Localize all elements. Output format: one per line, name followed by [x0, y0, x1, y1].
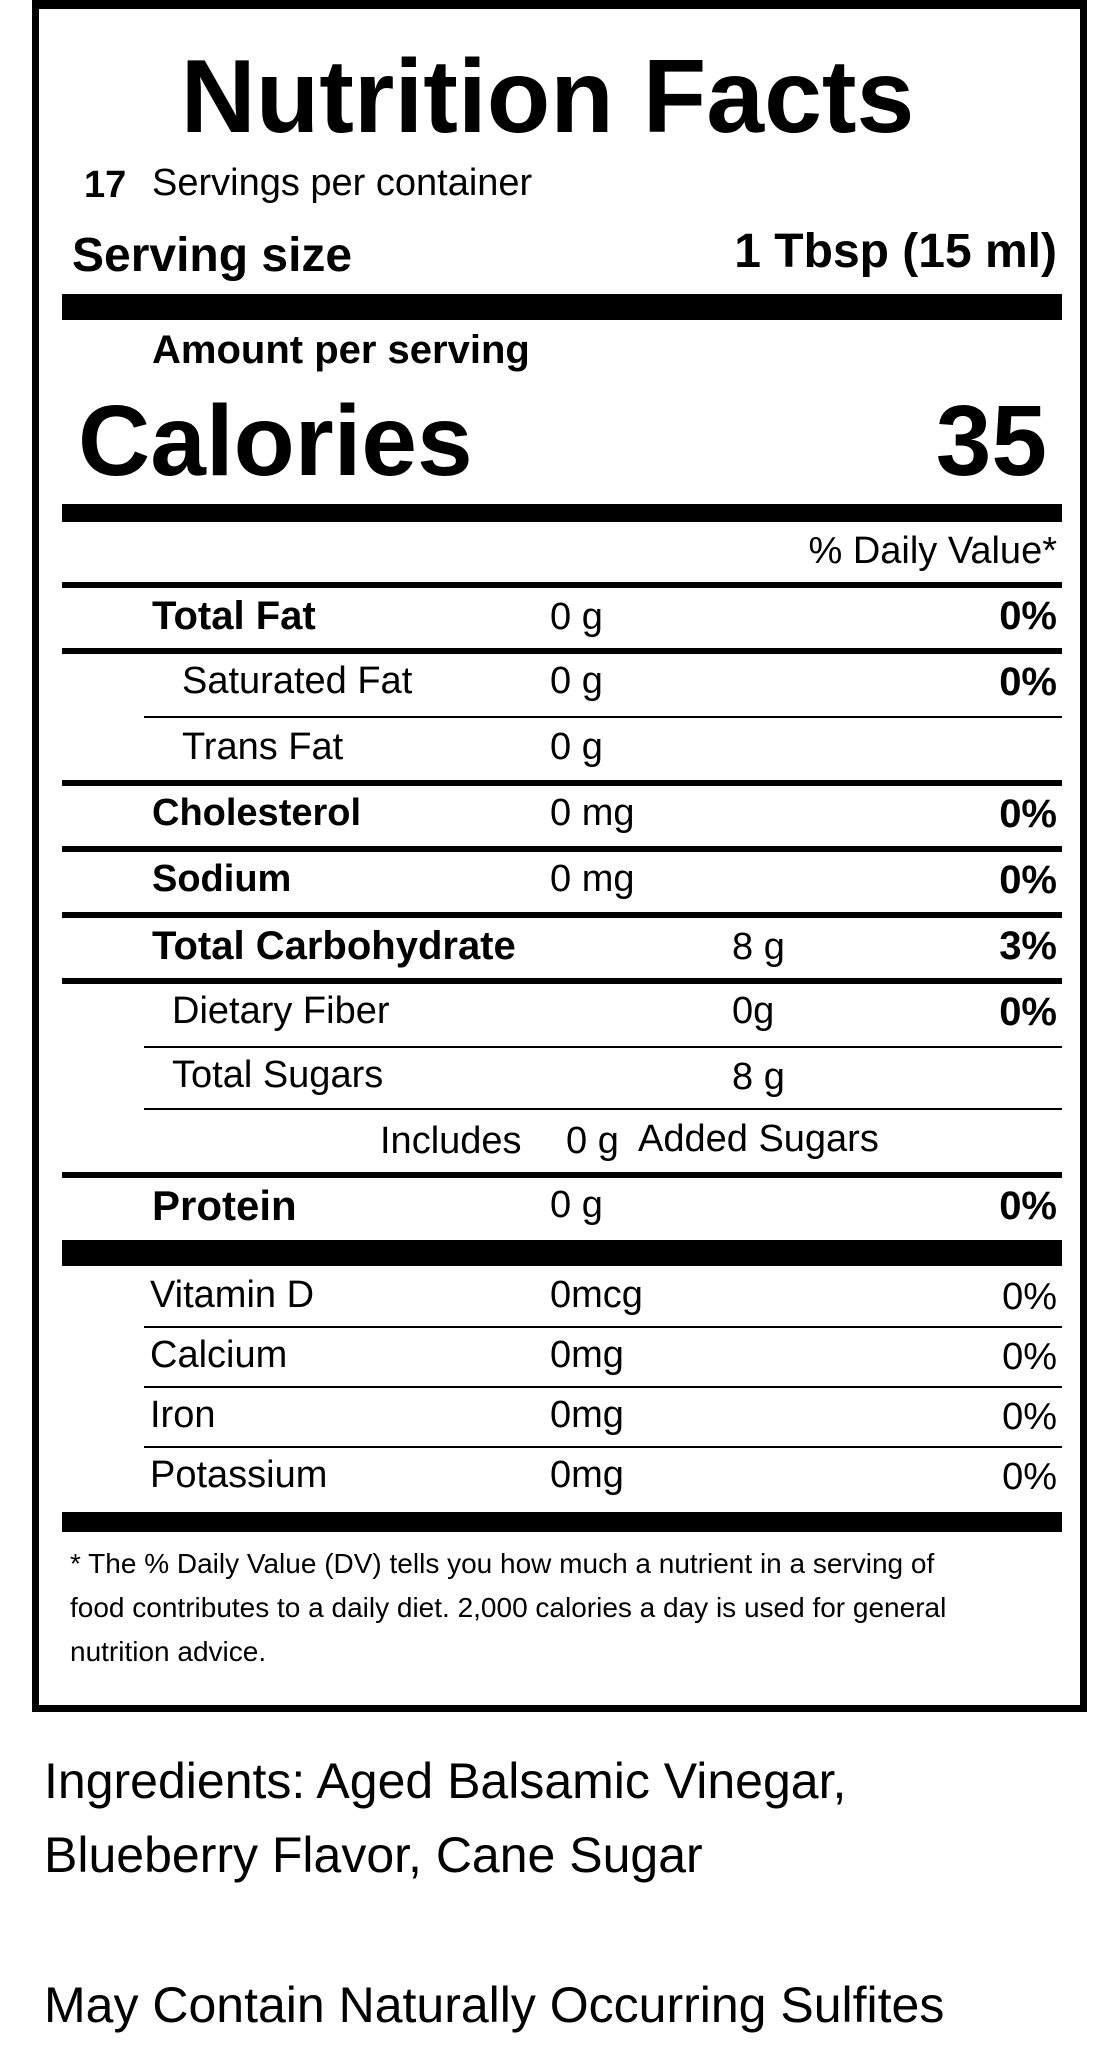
iron-amount: 0mg — [550, 1394, 624, 1436]
total-fat-dv: 0% — [999, 594, 1057, 638]
row-divider — [62, 648, 1062, 654]
row-divider — [62, 582, 1062, 588]
ingredients-line-1: Ingredients: Aged Balsamic Vinegar, — [44, 1753, 847, 1809]
row-divider — [144, 1108, 1062, 1110]
footnote-line-2: food contributes to a daily diet. 2,000 calories a day is used for general — [70, 1592, 947, 1623]
added-sugars-prefix: Includes — [380, 1120, 522, 1162]
dietary-fiber-amount: 0g — [732, 990, 775, 1032]
vitamin-d-amount: 0mcg — [550, 1274, 643, 1316]
iron-dv: 0% — [1002, 1396, 1057, 1438]
cholesterol-amount: 0 mg — [550, 792, 635, 834]
total-sugars-label: Total Sugars — [172, 1054, 384, 1096]
total-sugars-amount: 8 g — [732, 1056, 785, 1098]
row-divider — [62, 912, 1062, 918]
calcium-label: Calcium — [150, 1334, 288, 1376]
protein-dv: 0% — [999, 1184, 1057, 1228]
daily-value-header: % Daily Value* — [808, 530, 1057, 572]
cholesterol-label: Cholesterol — [152, 792, 362, 834]
row-divider — [144, 1386, 1062, 1388]
calories-value: 35 — [935, 385, 1047, 497]
vitamin-d-dv: 0% — [1002, 1276, 1057, 1318]
potassium-amount: 0mg — [550, 1454, 624, 1496]
calories-label: Calories — [78, 385, 473, 497]
sodium-label: Sodium — [152, 858, 292, 900]
calcium-amount: 0mg — [550, 1334, 624, 1376]
total-carb-label: Total Carbohydrate — [152, 924, 516, 968]
serving-size-value: 1 Tbsp (15 ml) — [734, 225, 1057, 278]
saturated-fat-label: Saturated Fat — [182, 660, 413, 702]
thick-divider — [62, 1240, 1062, 1266]
vitamin-d-label: Vitamin D — [150, 1274, 315, 1316]
row-divider — [144, 716, 1062, 718]
protein-label: Protein — [152, 1182, 297, 1229]
row-divider — [144, 1046, 1062, 1048]
total-fat-label: Total Fat — [152, 594, 316, 638]
sodium-dv: 0% — [999, 858, 1057, 902]
cholesterol-dv: 0% — [999, 792, 1057, 836]
thick-divider — [62, 294, 1062, 320]
total-carb-amount: 8 g — [732, 926, 785, 968]
servings-per-container: Servings per container — [152, 162, 533, 204]
iron-label: Iron — [150, 1394, 216, 1436]
calcium-dv: 0% — [1002, 1336, 1057, 1378]
sodium-amount: 0 mg — [550, 858, 635, 900]
footnote-line-1: * The % Daily Value (DV) tells you how much a nutrient in a serving of — [70, 1548, 935, 1579]
trans-fat-amount: 0 g — [550, 726, 603, 768]
added-sugars-amount: 0 g — [566, 1120, 619, 1162]
dietary-fiber-dv: 0% — [999, 990, 1057, 1034]
total-carb-dv: 3% — [999, 924, 1057, 968]
medium-divider — [62, 504, 1062, 522]
row-divider — [62, 1172, 1062, 1178]
allergen-statement: May Contain Naturally Occurring Sulfites — [44, 1977, 945, 2033]
dietary-fiber-label: Dietary Fiber — [172, 990, 390, 1032]
row-divider — [62, 780, 1062, 786]
total-fat-amount: 0 g — [550, 596, 603, 638]
row-divider — [144, 1326, 1062, 1328]
row-divider — [144, 1446, 1062, 1448]
ingredients-line-2: Blueberry Flavor, Cane Sugar — [44, 1827, 703, 1883]
footnote-line-3: nutrition advice. — [70, 1636, 267, 1667]
saturated-fat-amount: 0 g — [550, 660, 603, 702]
trans-fat-label: Trans Fat — [182, 726, 344, 768]
saturated-fat-dv: 0% — [999, 660, 1057, 704]
thick-divider — [62, 1512, 1062, 1532]
serving-size-label: Serving size — [72, 229, 353, 282]
row-divider — [62, 846, 1062, 852]
row-divider — [62, 978, 1062, 984]
potassium-label: Potassium — [150, 1454, 328, 1496]
servings-count: 17 — [84, 164, 127, 206]
added-sugars-suffix: Added Sugars — [638, 1118, 879, 1160]
protein-amount: 0 g — [550, 1184, 603, 1226]
potassium-dv: 0% — [1002, 1456, 1057, 1498]
label-title: Nutrition Facts — [180, 39, 915, 155]
amount-per-serving: Amount per serving — [152, 328, 530, 372]
